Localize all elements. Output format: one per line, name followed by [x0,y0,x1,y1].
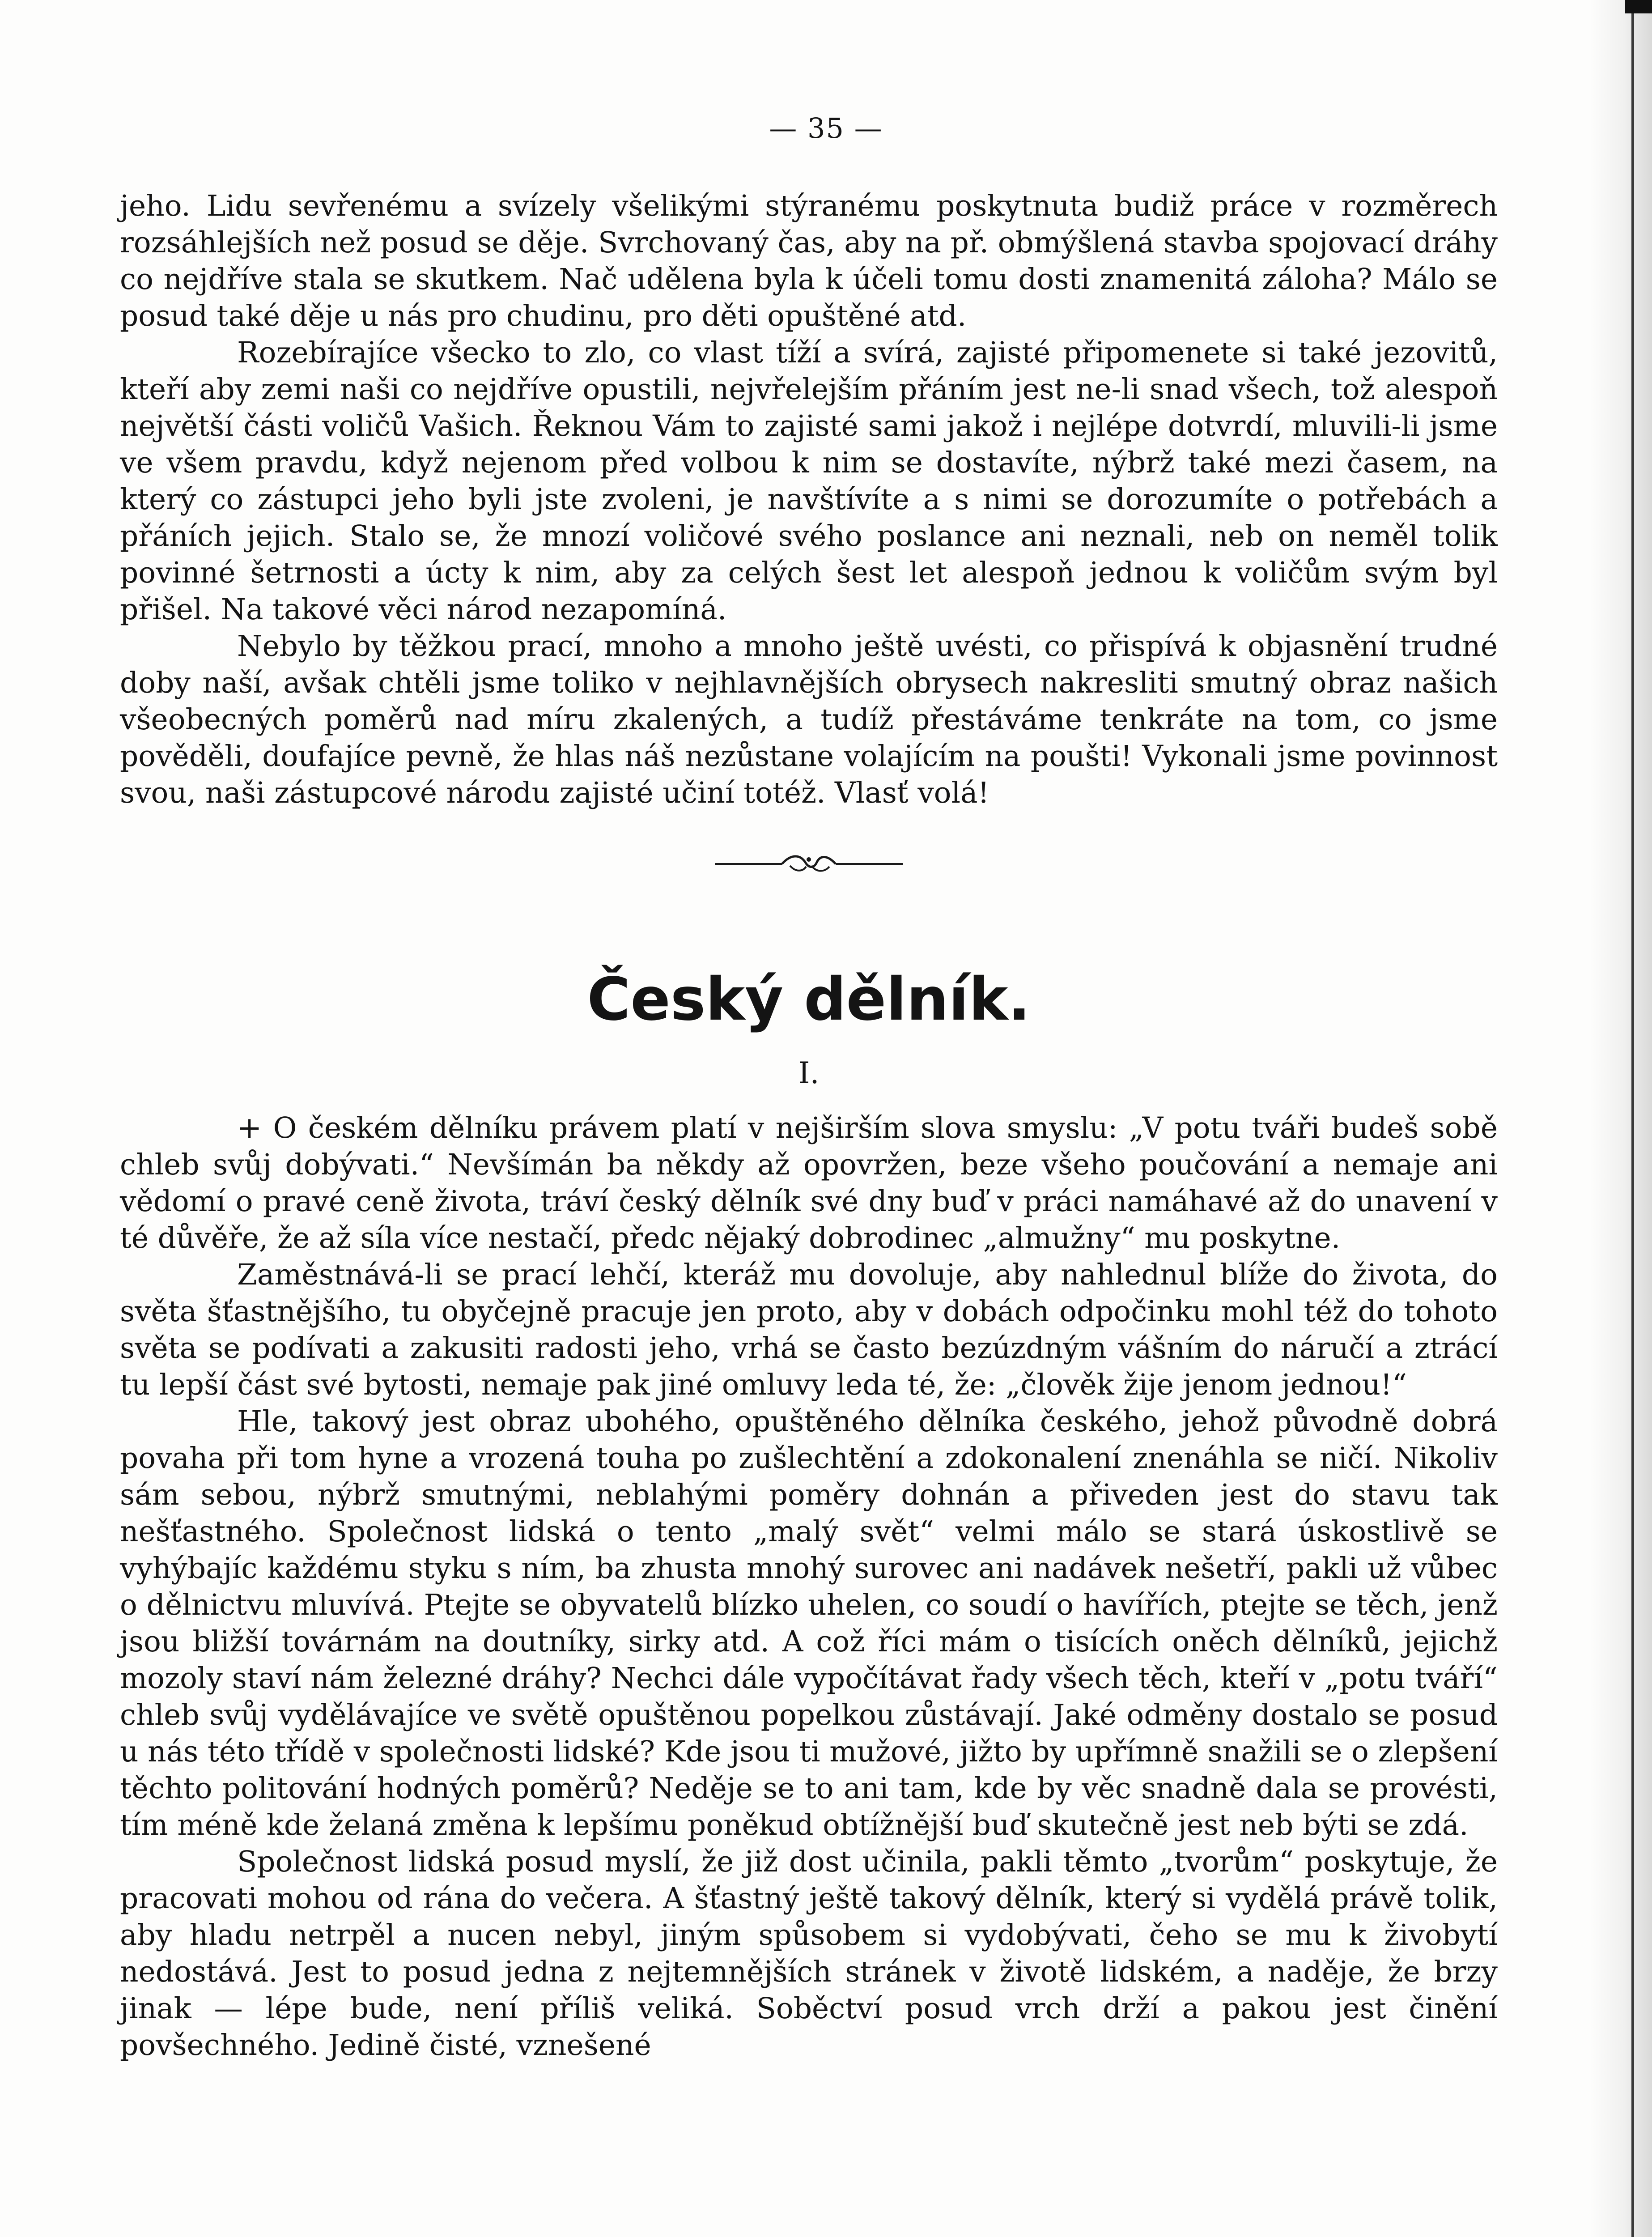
text-column [120,188,1498,2064]
section-paragraph-1 [120,1110,1498,1257]
article-end-paragraph-1: jeho. Lidu sevřenému a svízely všelikými stýranému poskytnuta budiž práce v rozměrech rozsáhlejších než posud se děje. Svrchovaný čas, aby na př. obmýšlená stavba spojovací dráhy co nejdříve stala se skutkem. Nač udělena byla k účeli tomu dosti znamenitá záloha? Málo se posud také děje u nás pro chudinu, pro děti opuštěné atd. [120,189,1498,333]
scan-edge-shadow [1589,0,1652,2237]
page-number: — 35 — [769,112,883,145]
section-paragraph-4: Společnost lidská posud myslí, že již dost učinila, pakli těmto „tvorům“ poskytuje, že pracovati mohou od rána do večera. A šťastný ještě takový dělník, který si vydělá právě tolik, aby hladu netrpěl a nucen nebyl, jiným spůsobem si vydobývati, čeho se mu k živobytí nedostává. Jest to posud jedna z nejtemnějších stránek v životě lidském, a naděje, že brzy jinak — lépe bude, není příliš veliká. Soběctví posud vrch drží a pakou jest činění povšechného. Jedině čisté, vznešené [120,1845,1498,2062]
article-end-paragraph-3: Nebylo by těžkou prací, mnoho a mnoho ještě uvésti, co přispívá k objasnění trudné doby naší, avšak chtěli jsme toliko v nejhlavnějších obrysech nakresliti smutný obraz našich všeobecných poměrů nad míru zkalených, a tudíž přestáváme tenkráte na tom, co jsme pověděli, doufajíce pevně, že hlas náš nezůstane volajícím na poušti! Vykonali jsme povinnost svou, naši zástupcové národu zajisté učiní totéž. Vlasť volá! [120,629,1498,810]
section-divider [120,829,1498,897]
scan-corner-mark [1625,0,1652,13]
scan-edge-line [1631,0,1634,2237]
section-paragraph-2: Zaměstnává-li se prací lehčí, kteráž mu dovoluje, aby nahlednul blíže do života, do světa šťastnějšího, tu obyčejně pracuje jen proto, aby v dobách odpočinku mohl též do tohoto světa se podívati a zakusiti radosti jeho, vrhá se často bezúzdným vášním do náručí a ztrácí tu lepší část své bytosti, nemaje pak jiné omluvy leda té, že: „člověk žije jenom jednou!“ [120,1258,1498,1402]
article-end-paragraph-2: Rozebírajíce všecko to zlo, co vlast tíží a svírá, zajisté připomenete si také jezovitů, kteří aby zemi naši co nejdříve opustili, nejvřelejším přáním jest ne-li snad všech, tož alespoň největší části voličů Vašich. Řeknou Vám to zajisté sami jakož i nejlépe dotvrdí, mluvili-li jsme ve všem pravdu, když nejenom před volbou k nim se dostavíte, nýbrž také mezi časem, na který co zástupci jeho byli jste zvoleni, je navštívíte a s nimi se dorozumíte o potřebách a přáních jejich. Stalo se, že mnozí voličové svého poslance ani neznali, neb on neměl tolik povinné šetrnosti a úcty k nim, aby za celých šest let alespoň jednou k voličům svým byl přišel. Na takové věci národ nezapomíná. [120,336,1498,626]
section-number: I. [798,1056,820,1090]
cross-mark: + [237,1110,262,1145]
flourish-ornament-icon [710,850,907,876]
section-paragraph-3: Hle, takový jest obraz ubohého, opuštěného dělníka českého, jehož původně dobrá povaha při tom hyne a vrozená touha po zušlechtění a zdokonalení znenáhla se ničí. Nikoliv sám sebou, nýbrž smutnými, neblahými poměry dohnán a přiveden jest do stavu tak nešťastného. Společnost lidská o tento „malý svět“ velmi málo se stará úskostlivě se vyhýbajíc každému styku s ním, ba zhusta mnohý surovec ani nadávek nešetří, pakli už vůbec o dělnictvu mluvívá. Ptejte se obyvatelů blízko uhelen, co soudí o havířích, ptejte se těch, jenž jsou bližší továrnám na doutníky, sirky atd. A což říci mám o tisících oněch dělníků, jejichž mozoly staví nám železné dráhy? Nechci dále vypočítávat řady všech těch, kteří v „potu tváří“ chleb svůj vydělávajíce ve světě opuštěnou popelkou zůstávají. Jaké odměny dostalo se posud u nás této třídě v společnosti lidské? Kde jsou ti mužové, jižto by upřímně snažili se o zlepšení těchto politování hodných poměrů? Neděje se to ani tam, kde by věc snadně dala se provésti, tím méně kde želaná změna k lepšímu poněkud obtížnější buď skutečně jest neb býti se zdá. [120,1405,1498,1842]
section-paragraph-1-text: O českém dělníku právem platí v nejširším slova smyslu: „V potu tváři budeš sobě chleb svůj dobývati.“ Nevšímán ba někdy až opovržen, beze všeho poučování a nemaje ani vědomí o pravé ceně života, tráví český dělník své dny buď v práci namáhavé až do unavení v té důvěře, že až síla více nestačí, předc nějaký dobrodinec „almužny“ mu poskytne. [120,1111,1498,1255]
section-title: Český dělník. [587,965,1031,1034]
